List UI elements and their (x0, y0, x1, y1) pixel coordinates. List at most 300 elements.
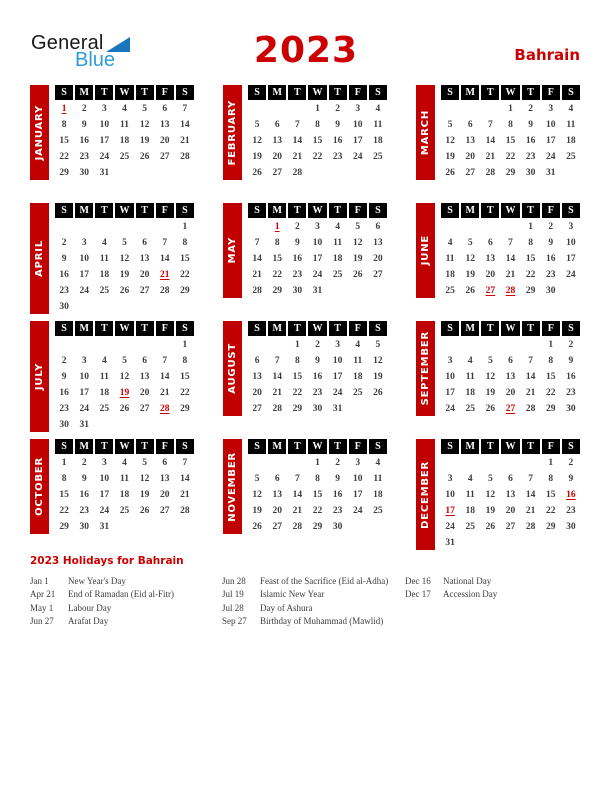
holiday-item-name: Day of Ashura (260, 602, 313, 613)
day-cell: 5 (254, 120, 260, 130)
day-cell: 14 (272, 372, 282, 382)
day-cell: 11 (120, 120, 129, 130)
month-label: JULY (34, 362, 45, 391)
day-cell: 18 (566, 136, 576, 146)
day-cell: 17 (99, 490, 110, 500)
holiday-date: 19 (119, 388, 130, 398)
day-header-cell: M (268, 439, 286, 454)
day-cell: 14 (160, 254, 170, 264)
day-cell: 3 (548, 104, 554, 114)
day-cell: 22 (59, 152, 69, 162)
day-cell: 10 (445, 490, 455, 500)
day-cell: 4 (335, 222, 340, 232)
day-cell: 5 (487, 474, 493, 484)
day-cell: 26 (485, 404, 496, 414)
day-cell: 4 (467, 474, 473, 484)
day-header-cell: M (461, 203, 479, 218)
day-header-cell: T (136, 203, 154, 218)
empty-cell (441, 338, 459, 352)
day-cell: 21 (292, 506, 303, 516)
day-cell: 30 (566, 522, 576, 532)
empty-cell (481, 220, 499, 234)
month-calendar (55, 439, 194, 534)
day-header-cell: S (176, 85, 194, 100)
day-cell: 4 (101, 356, 107, 366)
day-cell: 1 (315, 458, 320, 468)
day-header-cell: W (501, 203, 519, 218)
day-cell: 30 (566, 404, 576, 414)
day-header-cell: M (268, 321, 286, 336)
day-cell: 29 (180, 286, 190, 296)
day-header-row (441, 321, 580, 336)
day-cell: 6 (274, 120, 280, 130)
day-cell: 5 (254, 474, 260, 484)
day-cell: 15 (180, 254, 190, 264)
month-sidebar (223, 203, 242, 298)
day-cell: 16 (292, 254, 303, 264)
day-cell: 12 (252, 136, 262, 146)
empty-cell (288, 102, 306, 116)
day-cell: 11 (333, 238, 343, 248)
month-sidebar (416, 439, 435, 550)
day-cell: 19 (373, 372, 383, 382)
day-header-cell: F (349, 85, 367, 100)
day-header-cell: S (369, 321, 387, 336)
day-cell: 25 (99, 404, 110, 414)
day-cell: 1 (528, 222, 533, 232)
month-sidebar (223, 321, 242, 416)
day-cell: 4 (467, 356, 473, 366)
day-grid (248, 220, 387, 298)
day-cell: 1 (315, 104, 320, 114)
empty-cell (248, 338, 266, 352)
day-cell: 31 (99, 522, 110, 532)
month-label: DECEMBER (420, 460, 431, 529)
day-cell: 1 (182, 222, 188, 232)
day-cell: 11 (99, 254, 109, 264)
holidays-columns (30, 575, 590, 629)
day-header-cell: T (481, 85, 499, 100)
day-header-cell: F (542, 321, 560, 336)
holiday-item (405, 575, 570, 588)
day-cell: 16 (59, 388, 69, 398)
day-cell: 5 (142, 104, 147, 114)
day-cell: 26 (139, 152, 150, 162)
day-cell: 3 (447, 474, 453, 484)
day-cell: 16 (312, 372, 323, 382)
day-cell: 28 (292, 168, 303, 178)
day-cell: 13 (505, 490, 516, 500)
day-cell: 13 (465, 136, 475, 146)
day-cell: 29 (59, 168, 69, 178)
day-cell: 2 (61, 238, 67, 248)
day-cell: 6 (162, 458, 168, 468)
day-cell: 31 (546, 168, 556, 178)
day-cell: 5 (142, 458, 147, 468)
month-calendar (248, 85, 387, 180)
day-cell: 24 (99, 506, 110, 516)
day-cell: 24 (79, 404, 89, 414)
day-cell: 12 (353, 238, 363, 248)
day-cell: 9 (568, 474, 574, 484)
day-cell: 10 (353, 474, 363, 484)
day-cell: 2 (81, 104, 87, 114)
empty-cell (461, 456, 479, 470)
day-cell: 6 (467, 120, 473, 130)
empty-cell (522, 338, 540, 352)
day-cell: 18 (373, 490, 383, 500)
day-cell: 29 (59, 522, 69, 532)
day-cell: 29 (272, 286, 282, 296)
day-cell: 17 (353, 490, 363, 500)
day-header-cell: S (369, 85, 387, 100)
day-cell: 30 (79, 168, 89, 178)
day-header-cell: S (248, 85, 266, 100)
day-cell: 13 (272, 490, 282, 500)
month-november (223, 439, 387, 534)
day-cell: 26 (353, 270, 363, 280)
day-cell: 18 (353, 372, 363, 382)
day-grid (441, 102, 580, 180)
day-cell: 17 (79, 388, 89, 398)
day-cell: 11 (465, 372, 475, 382)
day-cell: 12 (119, 254, 130, 264)
day-cell: 14 (525, 372, 536, 382)
day-header-cell: S (176, 439, 194, 454)
day-header-cell: T (481, 203, 499, 218)
day-cell: 9 (61, 254, 67, 264)
day-cell: 30 (332, 522, 343, 532)
day-cell: 16 (566, 372, 576, 382)
day-header-cell: F (156, 85, 174, 100)
empty-cell (288, 456, 306, 470)
empty-cell (501, 338, 519, 352)
day-cell: 15 (59, 490, 69, 500)
day-header-cell: S (562, 321, 580, 336)
day-cell: 30 (546, 286, 556, 296)
day-cell: 16 (332, 490, 343, 500)
day-header-cell: S (55, 203, 73, 218)
day-cell: 23 (312, 388, 323, 398)
empty-cell (268, 338, 286, 352)
day-header-row (55, 203, 194, 218)
day-header-row (55, 85, 194, 100)
day-header-cell: T (95, 203, 113, 218)
holiday-item-name: New Year's Day (68, 576, 126, 586)
day-cell: 24 (546, 152, 556, 162)
day-cell: 11 (353, 356, 363, 366)
day-cell: 1 (182, 340, 188, 350)
day-cell: 22 (272, 270, 282, 280)
day-cell: 27 (160, 152, 170, 162)
day-cell: 7 (254, 238, 260, 248)
day-grid (441, 220, 580, 298)
empty-cell (156, 220, 174, 234)
holiday-item (222, 615, 405, 628)
day-cell: 26 (119, 404, 130, 414)
day-cell: 8 (61, 120, 67, 130)
day-cell: 18 (373, 136, 383, 146)
day-cell: 8 (315, 120, 320, 130)
day-cell: 2 (315, 340, 320, 350)
empty-cell (75, 338, 93, 352)
day-cell: 14 (292, 490, 303, 500)
day-header-cell: F (156, 439, 174, 454)
empty-cell (136, 220, 154, 234)
day-header-cell: S (55, 321, 73, 336)
day-cell: 25 (119, 152, 130, 162)
day-cell: 29 (505, 168, 516, 178)
day-cell: 27 (252, 404, 262, 414)
day-cell: 25 (465, 404, 475, 414)
day-cell: 21 (272, 388, 282, 398)
day-header-cell: W (308, 203, 326, 218)
empty-cell (461, 102, 479, 116)
day-cell: 8 (548, 356, 554, 366)
day-cell: 30 (525, 168, 536, 178)
day-cell: 31 (79, 420, 89, 430)
day-cell: 6 (162, 104, 168, 114)
day-header-cell: T (522, 439, 540, 454)
day-cell: 19 (465, 270, 475, 280)
day-cell: 4 (122, 104, 127, 114)
day-cell: 10 (99, 474, 110, 484)
day-cell: 2 (568, 340, 574, 350)
month-sidebar (223, 439, 242, 534)
day-cell: 3 (335, 340, 340, 350)
day-cell: 12 (485, 372, 496, 382)
month-label: FEBRUARY (227, 99, 238, 166)
day-header-cell: F (542, 203, 560, 218)
day-cell: 6 (142, 356, 147, 366)
day-cell: 24 (353, 506, 363, 516)
day-cell: 14 (180, 474, 190, 484)
day-cell: 30 (79, 522, 89, 532)
day-cell: 3 (101, 104, 107, 114)
month-calendar (55, 203, 194, 314)
day-cell: 23 (79, 506, 89, 516)
empty-cell (441, 456, 459, 470)
day-cell: 3 (355, 458, 361, 468)
day-header-cell: T (288, 439, 306, 454)
day-cell: 21 (505, 270, 516, 280)
day-header-cell: S (562, 439, 580, 454)
month-may (223, 203, 387, 298)
day-cell: 30 (59, 302, 69, 312)
day-grid (248, 456, 387, 534)
day-cell: 31 (445, 538, 455, 548)
day-cell: 13 (485, 254, 496, 264)
day-cell: 17 (79, 270, 89, 280)
day-header-cell: S (562, 85, 580, 100)
day-cell: 12 (485, 490, 496, 500)
day-header-cell: F (349, 321, 367, 336)
day-header-cell: S (176, 321, 194, 336)
day-cell: 24 (79, 286, 89, 296)
day-header-cell: M (75, 439, 93, 454)
holiday-item (30, 602, 222, 615)
holiday-item-date: Jul 19 (222, 589, 244, 600)
day-header-cell: S (369, 203, 387, 218)
day-cell: 4 (355, 340, 361, 350)
day-cell: 27 (505, 522, 516, 532)
day-cell: 23 (332, 152, 343, 162)
day-cell: 22 (505, 152, 516, 162)
holiday-item (222, 575, 405, 588)
day-cell: 22 (180, 388, 190, 398)
day-cell: 26 (119, 286, 130, 296)
day-cell: 21 (252, 270, 262, 280)
day-cell: 21 (160, 388, 170, 398)
day-cell: 7 (294, 474, 300, 484)
day-cell: 1 (548, 340, 554, 350)
day-cell: 3 (81, 356, 87, 366)
holidays-column (30, 575, 222, 629)
month-label: OCTOBER (34, 457, 45, 516)
day-cell: 8 (182, 238, 188, 248)
day-cell: 23 (292, 270, 303, 280)
day-cell: 14 (160, 372, 170, 382)
day-cell: 16 (546, 254, 556, 264)
day-cell: 8 (528, 238, 533, 248)
day-header-row (441, 439, 580, 454)
logo-general-text: General (31, 32, 104, 54)
day-cell: 19 (485, 388, 496, 398)
day-cell: 27 (465, 168, 475, 178)
day-cell: 29 (546, 522, 556, 532)
day-header-cell: M (268, 85, 286, 100)
empty-cell (522, 456, 540, 470)
day-header-cell: S (441, 321, 459, 336)
month-sidebar (30, 321, 49, 432)
day-header-cell: M (461, 439, 479, 454)
day-cell: 7 (274, 356, 280, 366)
day-cell: 11 (120, 474, 129, 484)
month-sidebar (416, 203, 435, 298)
day-cell: 12 (373, 356, 383, 366)
day-cell: 9 (294, 238, 300, 248)
day-cell: 12 (139, 474, 150, 484)
day-cell: 21 (180, 490, 190, 500)
day-cell: 12 (465, 254, 475, 264)
day-cell: 15 (312, 490, 323, 500)
day-cell: 20 (272, 506, 282, 516)
day-cell: 7 (162, 238, 168, 248)
day-cell: 2 (335, 104, 340, 114)
day-cell: 8 (61, 474, 67, 484)
day-cell: 21 (525, 388, 536, 398)
day-grid (248, 338, 387, 416)
holiday-item-date: Jan 1 (30, 576, 49, 586)
day-header-cell: W (115, 321, 133, 336)
month-calendar (441, 321, 580, 416)
holiday-date: 27 (485, 286, 496, 296)
day-cell: 23 (525, 152, 536, 162)
day-cell: 26 (373, 388, 383, 398)
day-cell: 15 (546, 372, 556, 382)
month-sidebar (416, 321, 435, 416)
empty-cell (55, 338, 73, 352)
day-header-cell: W (115, 439, 133, 454)
empty-cell (75, 220, 93, 234)
empty-cell (441, 220, 459, 234)
day-header-cell: F (349, 439, 367, 454)
day-header-cell: T (288, 321, 306, 336)
holiday-item-date: Jun 27 (30, 616, 54, 627)
month-label: NOVEMBER (227, 451, 238, 522)
day-cell: 19 (252, 152, 262, 162)
day-header-cell: S (248, 321, 266, 336)
day-cell: 3 (315, 222, 320, 232)
month-sidebar (30, 439, 49, 534)
day-cell: 28 (180, 152, 190, 162)
day-cell: 13 (139, 372, 150, 382)
day-cell: 20 (272, 152, 282, 162)
empty-cell (501, 220, 519, 234)
day-cell: 24 (312, 270, 323, 280)
month-calendar (441, 439, 580, 550)
day-cell: 11 (373, 120, 383, 130)
day-header-cell: F (542, 85, 560, 100)
year-title: 2023 (253, 30, 359, 71)
day-cell: 23 (566, 506, 576, 516)
day-cell: 12 (119, 372, 130, 382)
day-cell: 10 (332, 356, 343, 366)
day-grid (441, 456, 580, 550)
day-cell: 20 (465, 152, 475, 162)
day-cell: 27 (272, 168, 282, 178)
day-cell: 25 (566, 152, 576, 162)
holiday-item (30, 615, 222, 628)
day-cell: 8 (508, 120, 513, 130)
day-header-cell: T (329, 321, 347, 336)
day-cell: 16 (79, 136, 89, 146)
day-cell: 10 (79, 254, 89, 264)
day-grid (441, 338, 580, 416)
month-calendar (55, 85, 194, 180)
day-cell: 3 (447, 356, 453, 366)
day-cell: 26 (139, 506, 150, 516)
day-cell: 19 (119, 270, 130, 280)
day-header-cell: M (75, 321, 93, 336)
month-label: MAY (227, 237, 238, 264)
day-cell: 28 (272, 404, 282, 414)
empty-cell (481, 338, 499, 352)
holidays-section (30, 555, 590, 629)
day-cell: 25 (99, 286, 110, 296)
day-cell: 3 (101, 458, 107, 468)
day-cell: 23 (59, 286, 69, 296)
day-header-cell: T (522, 321, 540, 336)
day-cell: 23 (59, 404, 69, 414)
day-cell: 9 (315, 356, 320, 366)
day-header-cell: F (349, 203, 367, 218)
month-july (30, 321, 194, 432)
holiday-item-date: Jul 28 (222, 602, 244, 613)
holidays-title: 2023 Holidays for Bahrain (30, 555, 184, 567)
holiday-item (405, 588, 570, 601)
holiday-item-name: Labour Day (68, 602, 112, 613)
month-april (30, 203, 194, 314)
day-cell: 2 (81, 458, 87, 468)
day-cell: 9 (81, 474, 87, 484)
day-header-row (248, 203, 387, 218)
day-cell: 14 (252, 254, 262, 264)
day-cell: 9 (61, 372, 67, 382)
day-header-cell: S (369, 439, 387, 454)
empty-cell (441, 102, 459, 116)
month-calendar (248, 321, 387, 416)
